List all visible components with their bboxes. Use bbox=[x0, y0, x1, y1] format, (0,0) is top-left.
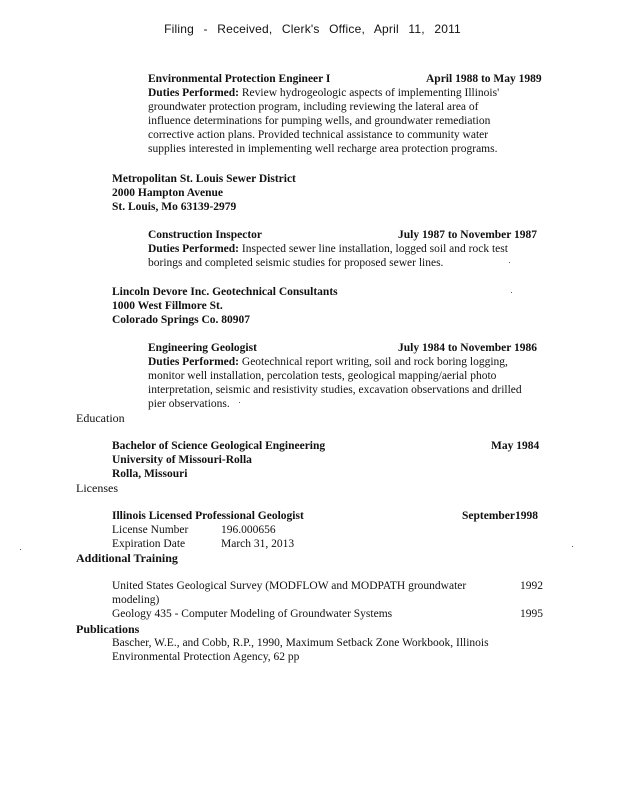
training-text: modeling) bbox=[112, 594, 160, 606]
job-duties bbox=[148, 86, 499, 156]
duties-text: groundwater protection program, including reviewing the lateral area of bbox=[148, 101, 479, 113]
employer-block-2 bbox=[112, 285, 338, 327]
license-title: Illinois Licensed Professional Geologist bbox=[112, 510, 304, 522]
job-title: Engineering Geologist bbox=[148, 342, 257, 354]
publication-text: Environmental Protection Agency, 62 pp bbox=[112, 651, 300, 663]
license-number-label: License Number bbox=[112, 524, 189, 536]
training-text: Geology 435 - Computer Modeling of Groundwater Systems bbox=[112, 608, 393, 620]
section-heading-training: Additional Training bbox=[76, 551, 178, 565]
duties-text: Review hydrogeologic aspects of implementing Illinois' bbox=[239, 87, 500, 99]
education-location: Rolla, Missouri bbox=[112, 468, 188, 480]
license-expiration-label: Expiration Date bbox=[112, 538, 186, 550]
education-date: May 1984 bbox=[491, 440, 540, 452]
section-heading-publications: Publications bbox=[76, 622, 140, 636]
publication-entry bbox=[112, 636, 489, 664]
job-duties bbox=[148, 355, 522, 411]
job-duties bbox=[148, 242, 508, 270]
scan-speck bbox=[239, 402, 240, 403]
license-number: 196.000656 bbox=[221, 524, 276, 536]
section-heading-licenses: Licenses bbox=[76, 481, 118, 495]
license-expiration: March 31, 2013 bbox=[221, 538, 295, 550]
training-year: 1995 bbox=[520, 608, 543, 620]
scan-speck bbox=[20, 549, 21, 550]
duties-text: corrective action plans. Provided technical assistance to community water bbox=[148, 129, 489, 141]
job-dates: April 1988 to May 1989 bbox=[426, 73, 542, 85]
scan-speck bbox=[511, 292, 512, 293]
license-date: September1998 bbox=[462, 510, 539, 522]
job-dates: July 1987 to November 1987 bbox=[398, 229, 538, 241]
training-year: 1992 bbox=[520, 580, 543, 592]
duties-label: Duties Performed: bbox=[148, 243, 240, 255]
duties-text: monitor well installation, percolation tests, geological mapping/aerial photo bbox=[148, 370, 497, 382]
duties-text: borings and completed seismic studies for proposed sewer lines. bbox=[148, 257, 444, 269]
duties-text: influence determinations for pumping wells, and groundwater remediation bbox=[148, 115, 491, 127]
scan-speck bbox=[572, 546, 573, 547]
employer-street: 1000 West Fillmore St. bbox=[112, 300, 223, 312]
employer-name: Metropolitan St. Louis Sewer District bbox=[112, 173, 296, 185]
duties-label: Duties Performed: bbox=[148, 356, 240, 368]
duties-text: Inspected sewer line installation, logged soil and rock test bbox=[239, 243, 508, 255]
education-school: University of Missouri-Rolla bbox=[112, 454, 252, 466]
section-heading-education: Education bbox=[76, 411, 125, 425]
training-text: United States Geological Survey (MODFLOW and MODPATH groundwater bbox=[112, 580, 467, 592]
employer-city: Colorado Springs Co. 80907 bbox=[112, 314, 251, 326]
education-school-block bbox=[112, 453, 252, 481]
scan-speck bbox=[509, 262, 510, 263]
job-title: Construction Inspector bbox=[148, 229, 263, 241]
duties-text: Geotechnical report writing, soil and rock boring logging, bbox=[239, 356, 508, 368]
duties-label: Duties Performed: bbox=[148, 87, 240, 99]
employer-name: Lincoln Devore Inc. Geotechnical Consultants bbox=[112, 286, 338, 298]
job-dates: July 1984 to November 1986 bbox=[398, 342, 538, 354]
education-degree: Bachelor of Science Geological Engineering bbox=[112, 440, 326, 452]
employer-block-1 bbox=[112, 172, 296, 214]
duties-text: interpretation, seismic and resistivity studies, excavation observations and drilled bbox=[148, 384, 522, 396]
training-item bbox=[112, 579, 466, 607]
job-title: Environmental Protection Engineer I bbox=[148, 73, 331, 85]
duties-text: supplies interested in implementing well recharge area protection programs. bbox=[148, 143, 498, 155]
employer-city: St. Louis, Mo 63139-2979 bbox=[112, 201, 237, 213]
filing-header: Filing - Received, Clerk's Office, April 11, 2011 bbox=[164, 22, 461, 36]
employer-street: 2000 Hampton Avenue bbox=[112, 187, 223, 199]
duties-text: pier observations. bbox=[148, 398, 230, 410]
publication-text: Bascher, W.E., and Cobb, R.P., 1990, Maximum Setback Zone Workbook, Illinois bbox=[112, 637, 489, 649]
